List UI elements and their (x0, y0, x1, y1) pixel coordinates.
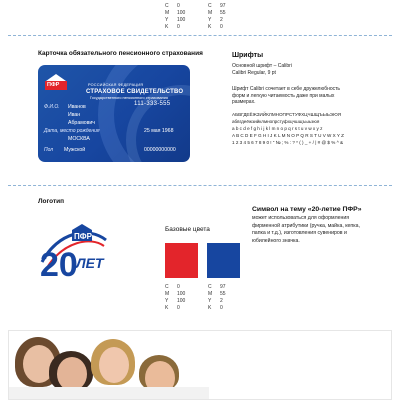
card-number: 111-333-555 (134, 101, 171, 107)
card-logo-text: ПФР (47, 82, 60, 88)
blue-cmyk-value-1: 55 (220, 291, 226, 297)
logo-word: ЛЕТ (76, 255, 104, 271)
blue-cmyk-value-2: 2 (220, 298, 223, 304)
card-line3: Государственного пенсионного страхования (90, 96, 168, 100)
blue-color-swatch (207, 243, 240, 278)
blue-cmyk (208, 284, 226, 312)
base-colors-title: Базовые цвета (165, 226, 210, 233)
top-left-cmyk-value-3: 0 (177, 24, 180, 30)
font-sample-upper-lat: A B C D E F G H I J K L M N O P Q R S T U V W X Y Z (232, 133, 344, 138)
fonts-section-title: Шрифты (232, 52, 264, 59)
main-font-value: Calibri Regular, 9 pt (232, 70, 276, 76)
card-name: Иван (68, 112, 81, 118)
top-left-cmyk-value-0: 0 (177, 3, 180, 9)
top-right-cmyk-key-1: M (208, 10, 213, 16)
top-left-cmyk-value-2: 100 (177, 17, 186, 23)
top-divider (8, 35, 392, 36)
middle-divider (8, 185, 392, 186)
top-left-cmyk-key-3: K (165, 24, 169, 30)
top-left-cmyk-key-2: Y (165, 17, 169, 23)
red-cmyk-value-3: 0 (177, 305, 180, 311)
red-cmyk-value-0: 0 (177, 284, 180, 290)
card-sex: Мужской (64, 147, 86, 153)
top-cmyk-left (165, 3, 185, 31)
red-cmyk-key-2: Y (165, 298, 169, 304)
symbol-text: может использоваться для оформления фирменной атрибутики (ручка, майка, кепка, папка и т.д.), изготовления сувениров и юбилейного значка. (252, 215, 360, 244)
red-cmyk (165, 284, 185, 312)
top-cmyk-right (208, 3, 226, 31)
font-description: Шрифт Calibri сочетает в себе дружелюбность форм и легкую читаемость даже при малых размерах. (232, 86, 341, 105)
top-right-cmyk-value-2: 2 (220, 17, 223, 23)
red-cmyk-value-1: 100 (177, 291, 186, 297)
logo-number: 20 (40, 246, 78, 280)
card-line1: РОССИЙСКАЯ ФЕДЕРАЦИЯ (88, 83, 144, 87)
card-label-birth: Дата, место рождения (44, 128, 100, 134)
logo-section-title: Логотип (38, 198, 65, 205)
card-line2: СТРАХОВОЕ СВИДЕТЕЛЬСТВО (86, 89, 184, 95)
card-patronymic: Абрамович (68, 120, 96, 126)
top-left-cmyk-value-1: 100 (177, 10, 186, 16)
people-photo (8, 330, 392, 400)
symbol-title: Символ на тему «20-летие ПФР» (252, 206, 362, 213)
card-code: 00000000000 (144, 147, 176, 153)
top-right-cmyk-value-1: 55 (220, 10, 226, 16)
red-cmyk-key-3: K (165, 305, 169, 311)
card-label-sex: Пол (44, 147, 54, 153)
font-sample-upper-cyr: АБВГДЕЁЖЗИЙКЛМНОПРСТУФХЦЧШЩЪЫЬЭЮЯ (232, 112, 342, 117)
pfr-20-years-logo-icon (38, 222, 110, 280)
top-right-cmyk-key-0: C (208, 3, 212, 9)
top-left-cmyk-key-0: C (165, 3, 169, 9)
card-label-fio: Ф.И.О. (44, 104, 60, 110)
pension-insurance-card (38, 65, 190, 162)
blue-cmyk-key-2: Y (208, 298, 212, 304)
card-surname: Иванов (68, 104, 86, 110)
blue-cmyk-key-1: M (208, 291, 213, 297)
red-cmyk-key-0: C (165, 284, 169, 290)
top-right-cmyk-key-2: Y (208, 17, 212, 23)
red-cmyk-value-2: 100 (177, 298, 186, 304)
blue-cmyk-value-0: 97 (220, 284, 226, 290)
red-color-swatch (165, 243, 198, 278)
card-section-title: Карточка обязательного пенсионного страхования (38, 50, 203, 57)
card-birth-place: МОСКВА (68, 136, 90, 142)
font-sample-digits: 1 2 3 4 5 6 7 8 9 0 ! “ № ; % : ? * ( ) _ + / | # @ $ % ^ & (232, 140, 344, 145)
font-sample-lower-lat: a b c d e f g h i j k l m n o p q r s t u v w x y z (232, 126, 323, 131)
font-sample-lower-cyr: абвгдеёжзийклмнопрстуфхцчшщъыьэюя (232, 119, 320, 124)
top-right-cmyk-key-3: K (208, 24, 212, 30)
top-right-cmyk-value-0: 97 (220, 3, 226, 9)
card-birth-date: 25 мая 1968 (144, 128, 174, 134)
top-left-cmyk-key-1: M (165, 10, 170, 16)
blue-cmyk-key-3: K (208, 305, 212, 311)
red-cmyk-key-1: M (165, 291, 170, 297)
logo-top-text: ПФР (74, 232, 92, 241)
main-font-label: Основной шрифт – Calibri (232, 63, 292, 69)
blue-cmyk-key-0: C (208, 284, 212, 290)
blue-cmyk-value-3: 0 (220, 305, 223, 311)
top-right-cmyk-value-3: 0 (220, 24, 223, 30)
